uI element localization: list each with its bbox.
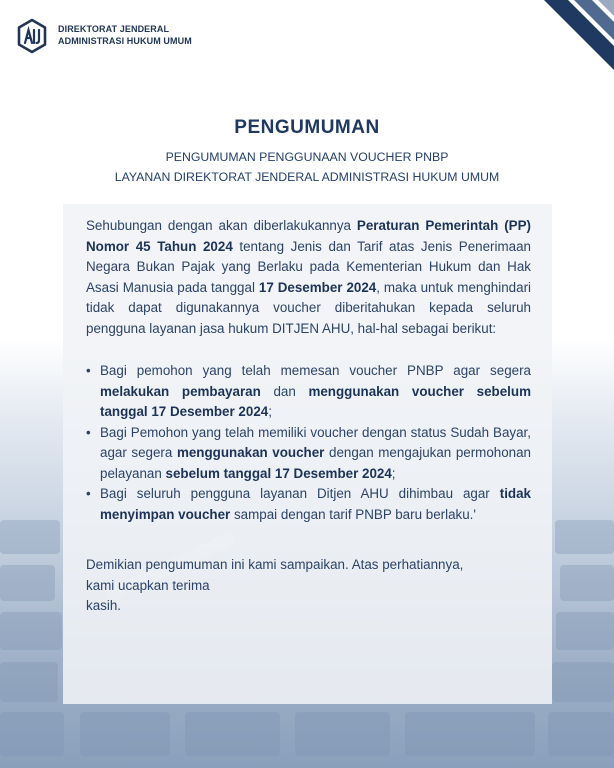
announcement-body (86, 216, 531, 617)
intro-bold-date: 17 Desember 2024 (258, 279, 377, 295)
list-item (86, 484, 531, 525)
item-text-3: ; (391, 465, 396, 481)
closing-paragraph (86, 555, 531, 617)
item-text-2: sampai dengan tarif PNBP baru berlaku.' (230, 506, 476, 522)
item-text-1: Bagi Pemohon yang telah memiliki voucher dengan status Sudah Bayar, agar segera (100, 424, 531, 460)
intro-text-1: Sehubungan dengan akan diberlakukannya (86, 218, 357, 233)
subtitle-line1: PENGUMUMAN PENGGUNAAN VOUCHER PNBP (165, 150, 449, 164)
closing-line2: kami ucapkan terima (86, 577, 210, 593)
closing-line3: kasih. (86, 598, 121, 613)
item-bold-2: menggunakan voucher sebelum tanggal 17 Desember 2024 (100, 383, 531, 419)
intro-text-3: , maka untuk menghindari tidak dapat digunakannya voucher diberitahukan kepada seluruh pengguna layanan jasa hukum DITJEN AHU, hal-hal sebagai berikut: (86, 279, 531, 336)
item-text-1: Bagi pemohon yang telah memesan voucher PNBP agar segera (100, 363, 531, 378)
page-title: PENGUMUMAN (234, 117, 380, 138)
item-bold-1: tidak menyimpan voucher (100, 486, 531, 522)
item-text-3: ; (268, 404, 272, 419)
intro-paragraph (86, 216, 531, 339)
bullet-icon: • (86, 363, 91, 378)
instruction-list (86, 361, 531, 525)
closing-line1: Demikian pengumuman ini kami sampaikan. Atas perhatiannya, (86, 557, 464, 572)
org-name-line2: ADMINISTRASI HUKUM UMUM (58, 36, 192, 46)
announcement-subtitle (0, 147, 614, 187)
ahu-logo-icon (16, 18, 48, 54)
subtitle-line2: LAYANAN DIREKTORAT JENDERAL ADMINISTRASI HUKUM UMUM (114, 170, 500, 184)
corner-stripes-decoration (504, 0, 614, 110)
bullet-icon: • (86, 424, 91, 440)
intro-bold-regulation: Peraturan Pemerintah (PP) Nomor 45 Tahun 2024 (86, 218, 531, 254)
intro-text-2: tentang Jenis dan Tarif atas Jenis Penerimaan Negara Bukan Pajak yang Berlaku pada Kementerian Hukum dan Hak Asasi Manusia pada tanggal (86, 238, 531, 295)
item-text-2: dengan mengajukan permohonan pelayanan (100, 445, 532, 481)
list-item (86, 423, 531, 485)
item-bold-2: sebelum tanggal 17 Desember 2024 (165, 465, 392, 481)
org-name-line1: DIREKTORAT JENDERAL (58, 24, 170, 34)
bullet-icon: • (86, 486, 91, 501)
item-bold-1: melakukan pembayaran (100, 383, 261, 399)
item-bold-1: menggunakan voucher (176, 445, 325, 460)
list-item (86, 361, 531, 423)
item-text-2: dan (260, 383, 309, 399)
item-text-1: Bagi seluruh pengguna layanan Ditjen AHU dihimbau agar (100, 486, 500, 501)
organization-name (58, 23, 192, 47)
